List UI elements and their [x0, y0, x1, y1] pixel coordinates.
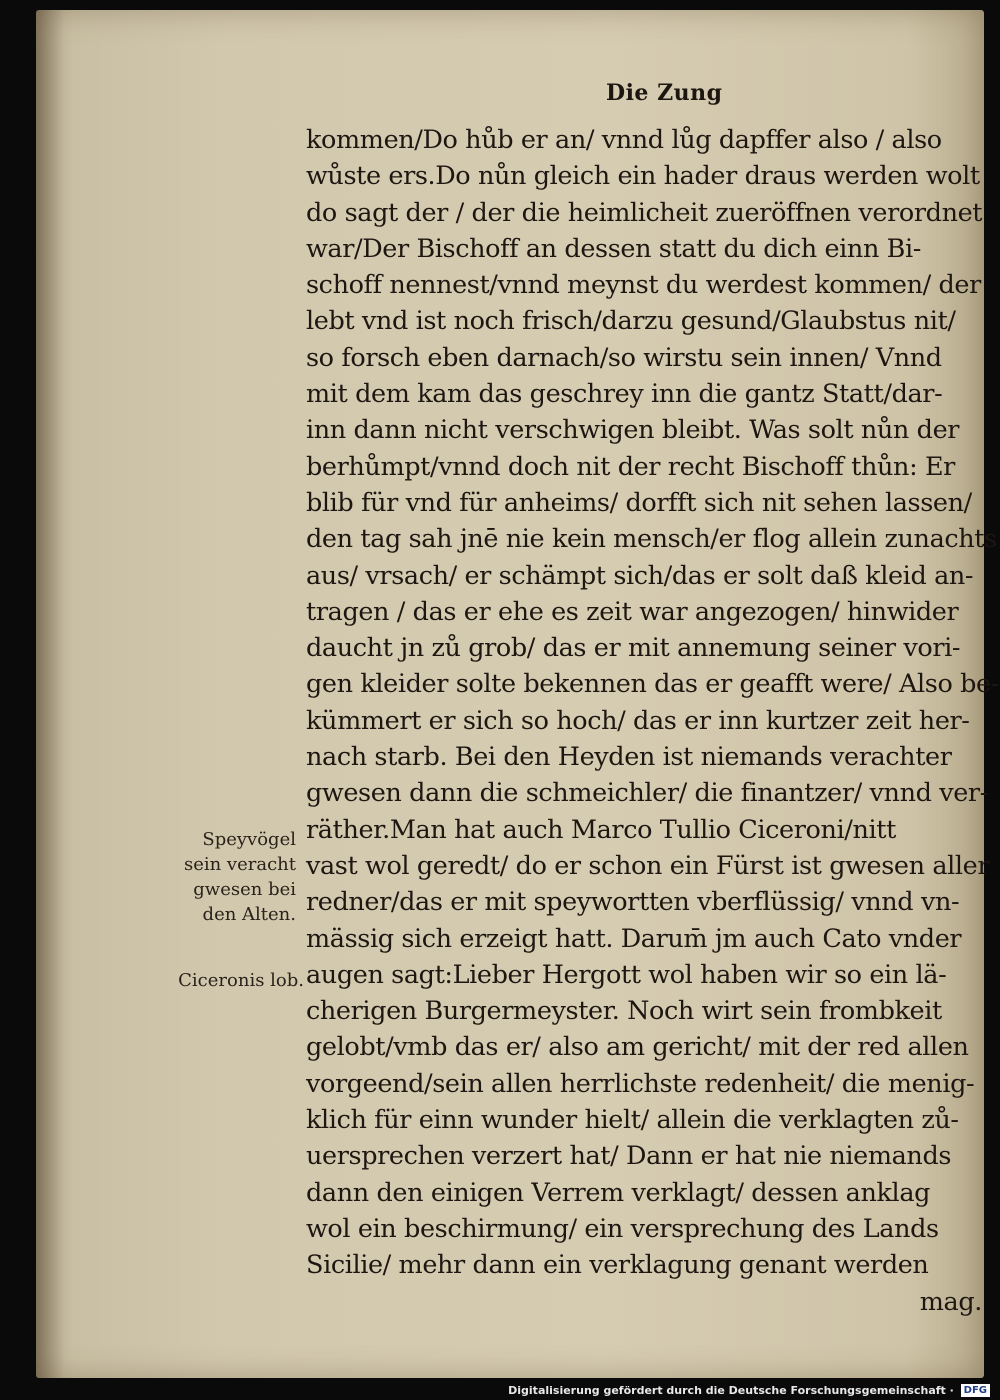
text-line: wol ein beschirmung/ ein versprechung des Lands — [306, 1213, 939, 1244]
text-line: blib für vnd für anheims/ dorfft sich nit sehen lassen/ — [306, 487, 972, 518]
margin-note-line: Speyvögel — [202, 829, 296, 850]
text-line: lebt vnd ist noch frisch/darzu gesund/Glaubstus nit/ — [306, 306, 956, 337]
text-line: schoff nennest/vnnd meynst du werdest kommen/ der — [306, 270, 981, 301]
text-line: redner/das er mit speywortten vberflüssig/ vnnd vn- — [306, 887, 960, 918]
text-line: kümmert er sich so hoch/ das er inn kurtzer zeit her- — [306, 705, 970, 736]
running-head: Die Zung — [606, 80, 723, 106]
body-text — [306, 122, 999, 1320]
text-line: den tag sah jnē nie kein mensch/er flog allein zunachts — [306, 524, 997, 555]
footer-text: Digitalisierung gefördert durch die Deutsche Forschungsgemeinschaft · — [508, 1383, 954, 1397]
text-line: nach starb. Bei den Heyden ist niemands verachter — [306, 742, 952, 773]
text-line: klich für einn wunder hielt/ allein die verklagten zů- — [306, 1105, 959, 1136]
text-line: inn dann nicht verschwigen bleibt. Was solt nůn der — [306, 415, 960, 446]
text-line: vorgeend/sein allen herrlichste redenheit/ die menig- — [306, 1068, 975, 1099]
text-line: do sagt der / der die heimlicheit zueröffnen verordnet — [306, 197, 983, 228]
text-line: dann den einigen Verrem verklagt/ dessen anklag — [306, 1177, 931, 1208]
text-line: räther.Man hat auch Marco Tullio Ciceroni/nitt — [306, 814, 896, 845]
text-line: aus/ vrsach/ er schämpt sich/das er solt daß kleid an- — [306, 560, 974, 591]
text-line: mit dem kam das geschrey inn die gantz Statt/dar- — [306, 379, 943, 410]
text-line: cherigen Burgermeyster. Noch wirt sein frombkeit — [306, 996, 942, 1027]
margin-note-line: den Alten. — [202, 904, 296, 925]
margin-note-line: gwesen bei — [193, 879, 296, 900]
text-line-catchword: mag. — [919, 1286, 982, 1317]
text-line: so forsch eben darnach/so wirstu sein innen/ Vnnd — [306, 342, 942, 373]
text-line: berhůmpt/vnnd doch nit der recht Bischoff thůn: Er — [306, 451, 955, 482]
text-line: augen sagt:Lieber Hergott wol haben wir so ein lä- — [306, 959, 947, 990]
margin-note — [136, 968, 304, 993]
margin-note — [146, 827, 296, 927]
text-line: tragen / das er ehe es zeit war angezogen/ hinwider — [306, 596, 959, 627]
text-line: daucht jn zů grob/ das er mit annemung seiner vori- — [306, 633, 961, 664]
text-line: war/Der Bischoff an dessen statt du dich einn Bi- — [306, 233, 921, 264]
text-line: mässig sich erzeigt hatt. Darum̄ jm auch Cato vnder — [306, 923, 962, 954]
footer-credit — [508, 1384, 990, 1398]
text-line: vast wol geredt/ do er schon ein Fürst ist gwesen aller — [306, 850, 990, 881]
text-line: Sicilie/ mehr dann ein verklagung genant werden — [306, 1250, 929, 1281]
book-page — [36, 10, 999, 1378]
text-line: gen kleider solte bekennen das er geafft were/ Also be- — [306, 669, 999, 700]
text-line: gwesen dann die schmeichler/ die finantzer/ vnnd ver- — [306, 778, 988, 809]
text-line: kommen/Do hůb er an/ vnnd lůg dapffer also / also — [306, 125, 942, 155]
text-line: uersprechen verzert hat/ Dann er hat nie niemands — [306, 1141, 952, 1172]
text-line: wůste ers.Do nůn gleich ein hader draus werden wolt — [306, 161, 980, 192]
text-line: gelobt/vmb das er/ also am gericht/ mit der red allen — [306, 1032, 969, 1063]
margin-note-line: sein veracht — [183, 854, 296, 875]
margin-note-line: Ciceronis lob. — [178, 970, 304, 991]
dfg-logo-icon: DFG — [961, 1384, 990, 1397]
